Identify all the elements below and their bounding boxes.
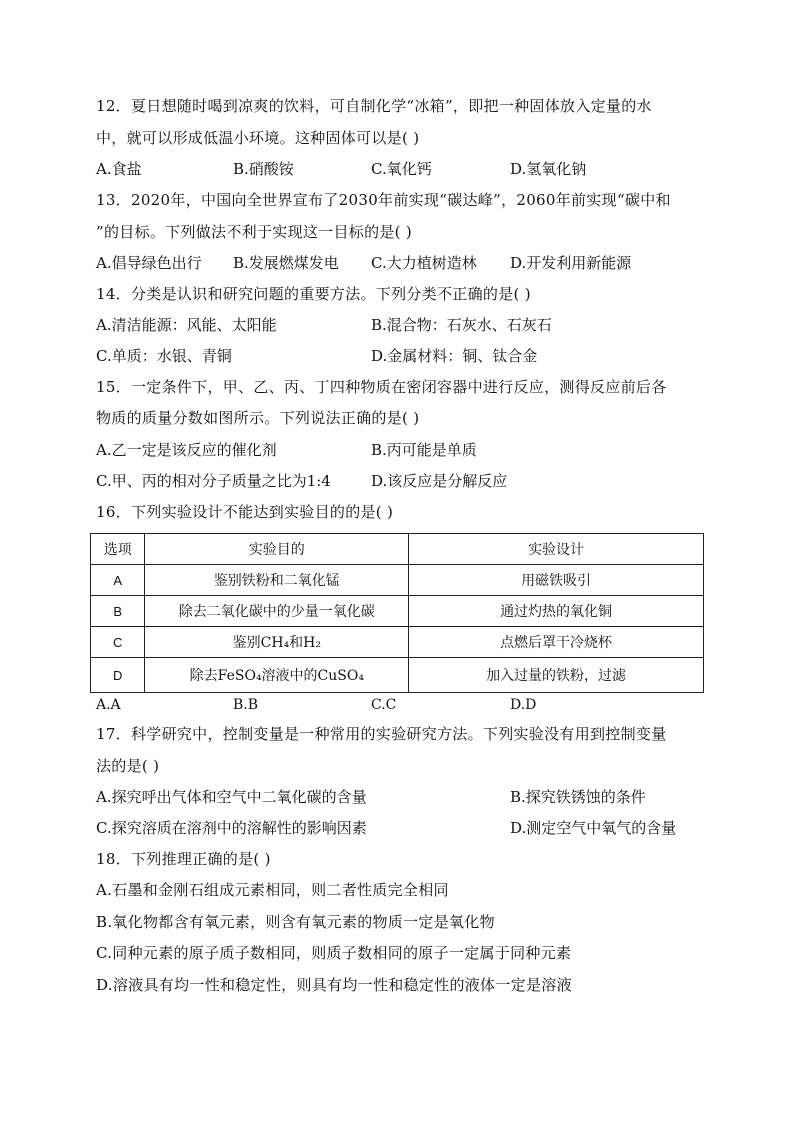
q15-option-d: D.该反应是分解反应 — [371, 472, 508, 490]
q17-option-a: A.探究呼出气体和空气中二氧化碳的含量 — [96, 788, 367, 806]
q13-option-c: C.大力植树造林 — [371, 254, 477, 272]
q14-option-b: B.混合物：石灰水、石灰石 — [371, 316, 552, 334]
header-design: 实验设计 — [409, 534, 704, 565]
q12-option-a: A.食盐 — [96, 160, 142, 178]
table-row — [91, 627, 704, 658]
q17-option-b: B.探究铁锈蚀的条件 — [510, 788, 646, 806]
table-header-row — [91, 534, 704, 565]
row-design: 用磁铁吸引 — [409, 565, 704, 596]
q12-option-d: D.氢氧化钠 — [510, 160, 587, 178]
q13-stem-line1: 13．2020年，中国向全世界宣布了2030年前实现“碳达峰”，2060年前实现“碳中和 — [96, 191, 671, 209]
q13-option-b: B.发展燃煤发电 — [233, 254, 339, 272]
q15-stem-line1: 15．一定条件下，甲、乙、丙、丁四种物质在密闭容器中进行反应，测得反应前后各 — [96, 378, 667, 396]
q17-option-c: C.探究溶质在溶剂中的溶解性的影响因素 — [96, 819, 367, 837]
header-option: 选项 — [91, 534, 145, 565]
experiment-table — [90, 533, 704, 693]
row-option: D — [91, 658, 145, 693]
q13-option-d: D.开发利用新能源 — [510, 254, 632, 272]
q12-stem-line2: 中，就可以形成低温小环境。这种固体可以是( ) — [96, 129, 420, 147]
row-design: 点燃后罩干冷烧杯 — [409, 627, 704, 658]
q13-option-a: A.倡导绿色出行 — [96, 254, 202, 272]
row-purpose: 鉴别铁粉和二氧化锰 — [145, 565, 409, 596]
row-purpose: 除去二氧化碳中的少量一氧化碳 — [145, 596, 409, 627]
q17-stem-line2: 法的是( ) — [96, 757, 160, 775]
q16-option-a: A.A — [96, 697, 121, 713]
row-option: A — [91, 565, 145, 596]
row-option: B — [91, 596, 145, 627]
q14-option-c: C.单质：水银、青铜 — [96, 347, 232, 365]
q13-stem-line2: ”的目标。下列做法不利于实现这一目标的是( ) — [96, 223, 413, 241]
q12-option-c: C.氧化钙 — [371, 160, 432, 178]
q16-option-c: C.C — [371, 697, 397, 713]
q14-option-d: D.金属材料：铜、钛合金 — [371, 347, 538, 365]
q15-option-a: A.乙一定是该反应的催化剂 — [96, 441, 277, 459]
table-row — [91, 565, 704, 596]
row-design: 通过灼热的氧化铜 — [409, 596, 704, 627]
q16-option-b: B.B — [233, 697, 259, 713]
table-row — [91, 596, 704, 627]
q18-option-d: D.溶液具有均一性和稳定性，则具有均一性和稳定性的液体一定是溶液 — [96, 976, 572, 994]
q15-option-b: B.丙可能是单质 — [371, 441, 477, 459]
q18-option-b: B.氧化物都含有氧元素，则含有氧元素的物质一定是氧化物 — [96, 913, 495, 931]
q17-stem-line1: 17．科学研究中，控制变量是一种常用的实验研究方法。下列实验没有用到控制变量 — [96, 725, 667, 743]
header-purpose: 实验目的 — [145, 534, 409, 565]
q16-stem: 16．下列实验设计不能达到实验目的的是( ) — [96, 503, 394, 521]
row-purpose: 鉴别CH₄和H₂ — [145, 627, 409, 658]
q14-option-a: A.清洁能源：风能、太阳能 — [96, 316, 277, 334]
q16-option-d: D.D — [510, 697, 537, 713]
q15-stem-line2: 物质的质量分数如图所示。下列说法正确的是( ) — [96, 409, 420, 427]
q18-option-a: A.石墨和金刚石组成元素相同，则二者性质完全相同 — [96, 881, 449, 899]
q14-stem: 14．分类是认识和研究问题的重要方法。下列分类不正确的是( ) — [96, 285, 531, 303]
q12-option-b: B.硝酸铵 — [233, 160, 294, 178]
row-design: 加入过量的铁粉，过滤 — [409, 658, 704, 693]
q18-stem: 18．下列推理正确的是( ) — [96, 850, 271, 868]
table-row — [91, 658, 704, 693]
row-purpose: 除去FeSO₄溶液中的CuSO₄ — [145, 658, 409, 693]
row-option: C — [91, 627, 145, 658]
q12-stem-line1: 12．夏日想随时喝到凉爽的饮料，可自制化学“冰箱”，即把一种固体放入定量的水 — [96, 97, 652, 115]
q17-option-d: D.测定空气中氧气的含量 — [510, 819, 677, 837]
q18-option-c: C.同种元素的原子质子数相同，则质子数相同的原子一定属于同种元素 — [96, 944, 572, 962]
q15-option-c: C.甲、丙的相对分子质量之比为1:4 — [96, 472, 331, 490]
